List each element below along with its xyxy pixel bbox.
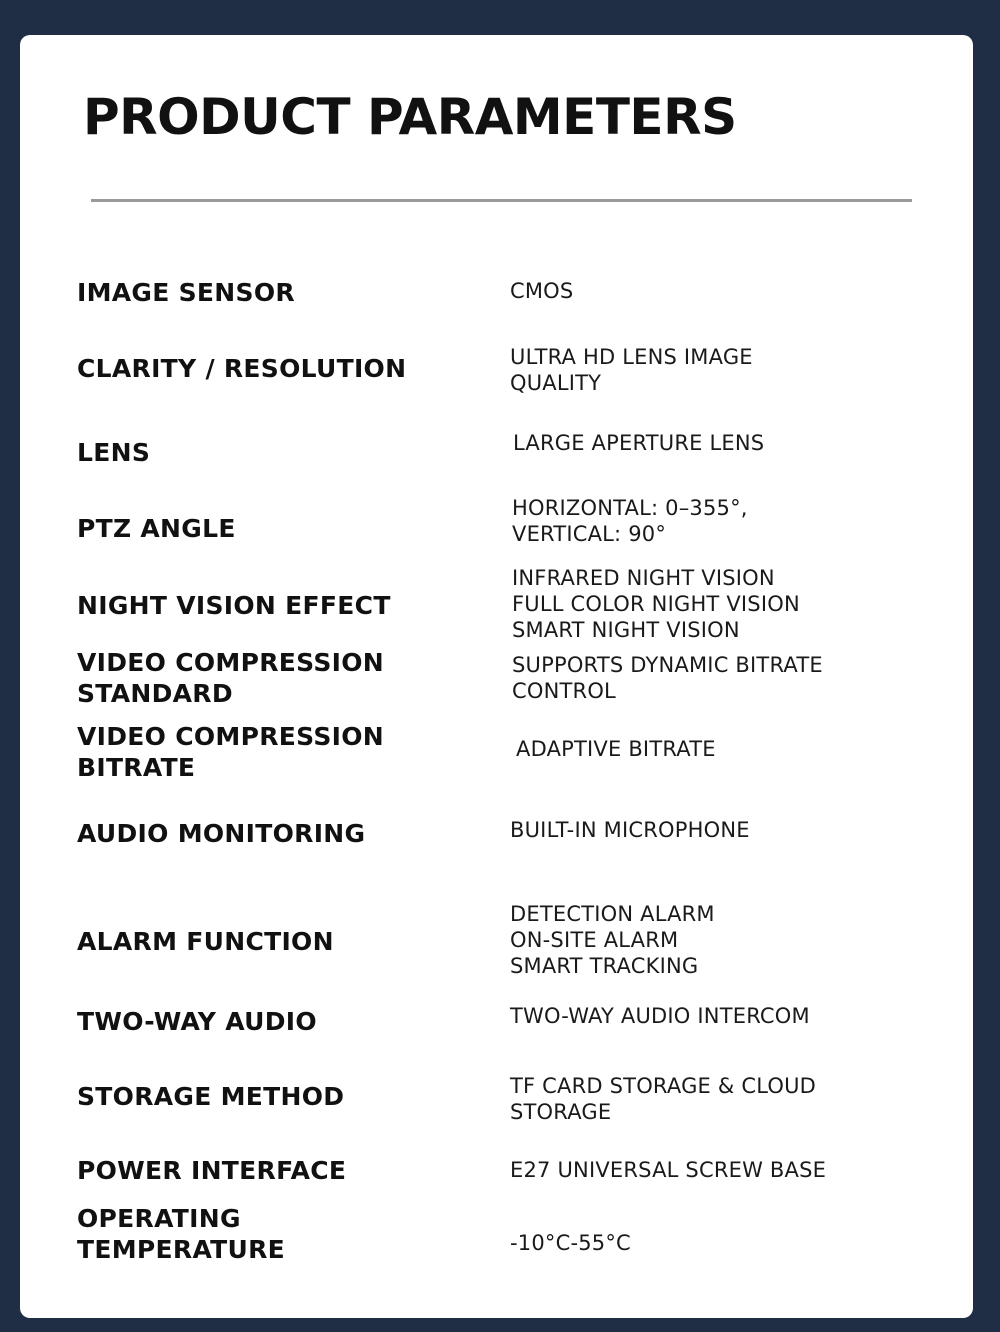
param-value: TWO-WAY AUDIO INTERCOM [510, 1004, 810, 1028]
param-value: BUILT-IN MICROPHONE [510, 818, 750, 842]
param-row-image-sensor [20, 273, 973, 313]
param-row-storage-method [20, 1073, 973, 1133]
param-value: DETECTION ALARM ON-SITE ALARM SMART TRACKING [510, 902, 715, 978]
parameters-card [20, 35, 973, 1318]
param-label: POWER INTERFACE [77, 1156, 347, 1185]
param-value: -10°C-55°C [510, 1231, 631, 1255]
param-label: PTZ ANGLE [77, 514, 236, 543]
param-value: TF CARD STORAGE & CLOUD STORAGE [510, 1074, 817, 1124]
param-row-video-compression-bitrate [20, 721, 973, 783]
param-value: CMOS [510, 279, 574, 303]
param-label: NIGHT VISION EFFECT [77, 591, 391, 620]
param-label: STORAGE METHOD [77, 1082, 345, 1111]
param-label: VIDEO COMPRESSION BITRATE [77, 722, 385, 782]
param-label: AUDIO MONITORING [77, 819, 366, 848]
param-row-alarm-function [20, 901, 973, 981]
param-value: ADAPTIVE BITRATE [516, 737, 716, 761]
param-row-audio-monitoring [20, 813, 973, 853]
param-row-lens [20, 430, 973, 470]
param-row-operating-temperature [20, 1203, 973, 1267]
param-label: ALARM FUNCTION [77, 927, 334, 956]
param-label: VIDEO COMPRESSION STANDARD [77, 648, 385, 708]
param-value: ULTRA HD LENS IMAGE QUALITY [510, 345, 753, 395]
param-row-night-vision [20, 565, 973, 645]
param-value: E27 UNIVERSAL SCREW BASE [510, 1158, 827, 1182]
param-row-power-interface [20, 1153, 973, 1193]
param-value: SUPPORTS DYNAMIC BITRATE CONTROL [512, 653, 823, 703]
parameters-list [20, 35, 973, 1318]
param-label: TWO-WAY AUDIO [77, 1007, 317, 1036]
param-value: LARGE APERTURE LENS [513, 431, 765, 455]
param-value: INFRARED NIGHT VISION FULL COLOR NIGHT VISION SMART NIGHT VISION [512, 566, 800, 642]
param-row-two-way-audio [20, 1001, 973, 1041]
param-row-video-compression-standard [20, 647, 973, 709]
param-label: IMAGE SENSOR [77, 278, 295, 307]
param-label: LENS [77, 438, 151, 467]
param-label: CLARITY / RESOLUTION [77, 354, 407, 383]
param-row-clarity-resolution [20, 342, 973, 402]
param-row-ptz-angle [20, 495, 973, 555]
param-label: OPERATING TEMPERATURE [77, 1204, 286, 1264]
param-value: HORIZONTAL: 0–355°, VERTICAL: 90° [512, 496, 748, 546]
page-title: PRODUCT PARAMETERS [83, 88, 737, 146]
